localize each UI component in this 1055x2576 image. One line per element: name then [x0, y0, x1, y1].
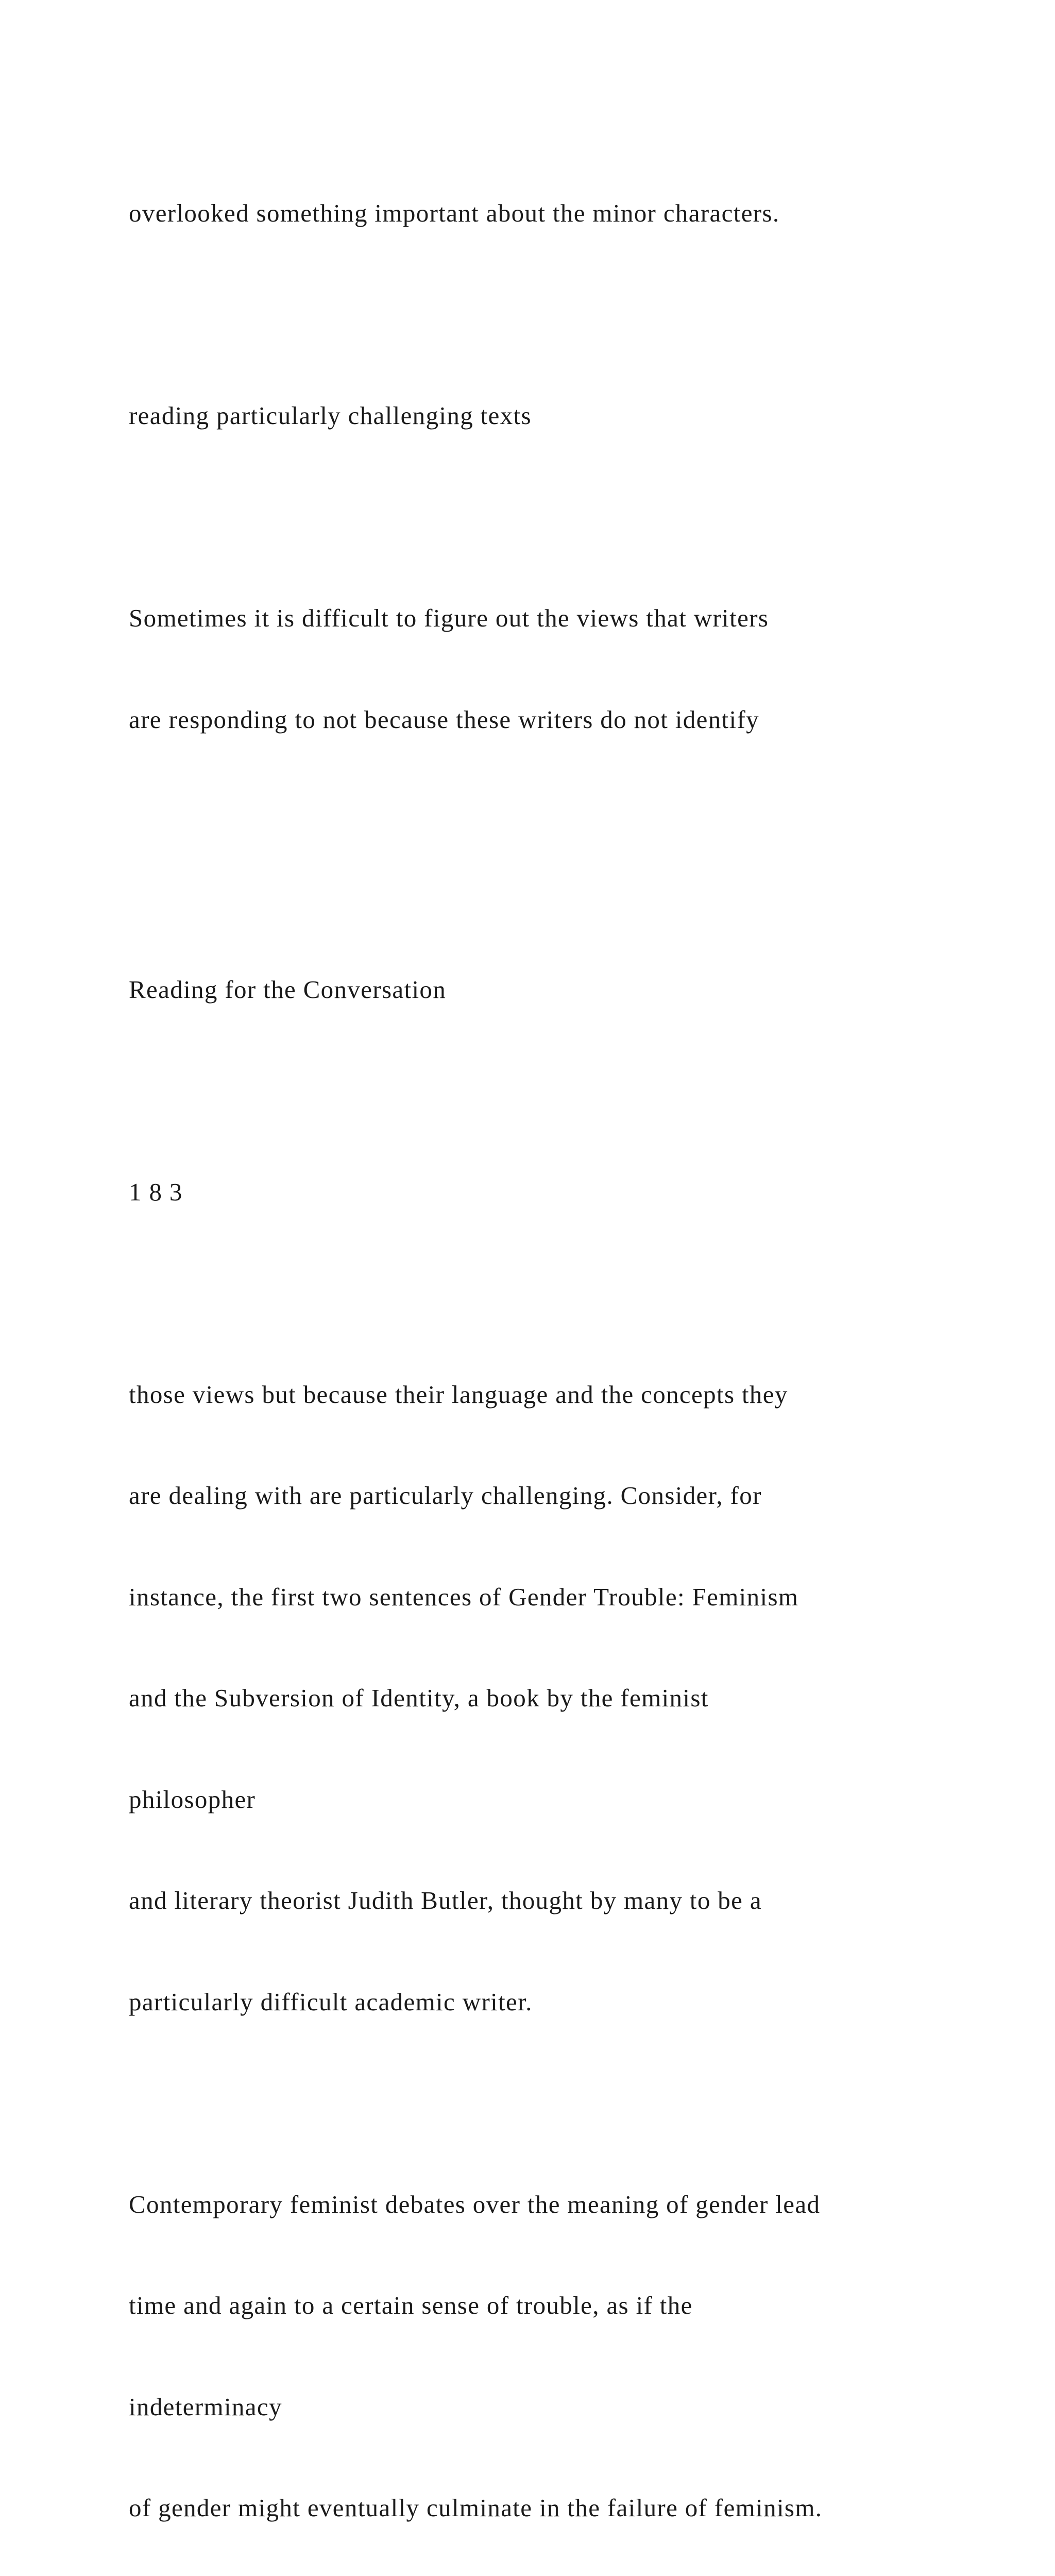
paragraph-butler-intro [129, 1310, 979, 2087]
text-line: are responding to not because these writers do not identify [129, 703, 979, 737]
block-quote [129, 2120, 979, 2576]
text-line: those views but because their language and the concepts they [129, 1378, 979, 1412]
text-line: are dealing with are particularly challenging. Consider, for [129, 1479, 979, 1513]
text-line: and the Subversion of Identity, a book by the feminist [129, 1681, 979, 1715]
page-break-spacer [129, 838, 979, 905]
paragraph-continuation [129, 129, 979, 298]
text-line: instance, the first two sentences of Gender Trouble: Feminism [129, 1580, 979, 1614]
page-number [129, 1108, 979, 1277]
text-line: Sometimes it is difficult to figure out the views that writers [129, 601, 979, 635]
text-line: overlooked something important about the minor characters. [129, 196, 979, 230]
paragraph-intro [129, 534, 979, 804]
text-line: time and again to a certain sense of trouble, as if the [129, 2289, 979, 2323]
section-heading [129, 331, 979, 500]
text-line: philosopher [129, 1783, 979, 1817]
text-line: indeterminacy [129, 2390, 979, 2424]
text-line: of gender might eventually culminate in the failure of feminism. [129, 2491, 979, 2525]
text-line: 1 8 3 [129, 1175, 979, 1209]
text-line: reading particularly challenging texts [129, 399, 979, 433]
text-line: Reading for the Conversation [129, 973, 979, 1007]
document-page [129, 129, 979, 2576]
text-line: and literary theorist Judith Butler, thought by many to be a [129, 1884, 979, 1918]
text-line: Contemporary feminist debates over the meaning of gender lead [129, 2188, 979, 2222]
text-line: particularly difficult academic writer. [129, 1985, 979, 2019]
running-header [129, 905, 979, 1074]
